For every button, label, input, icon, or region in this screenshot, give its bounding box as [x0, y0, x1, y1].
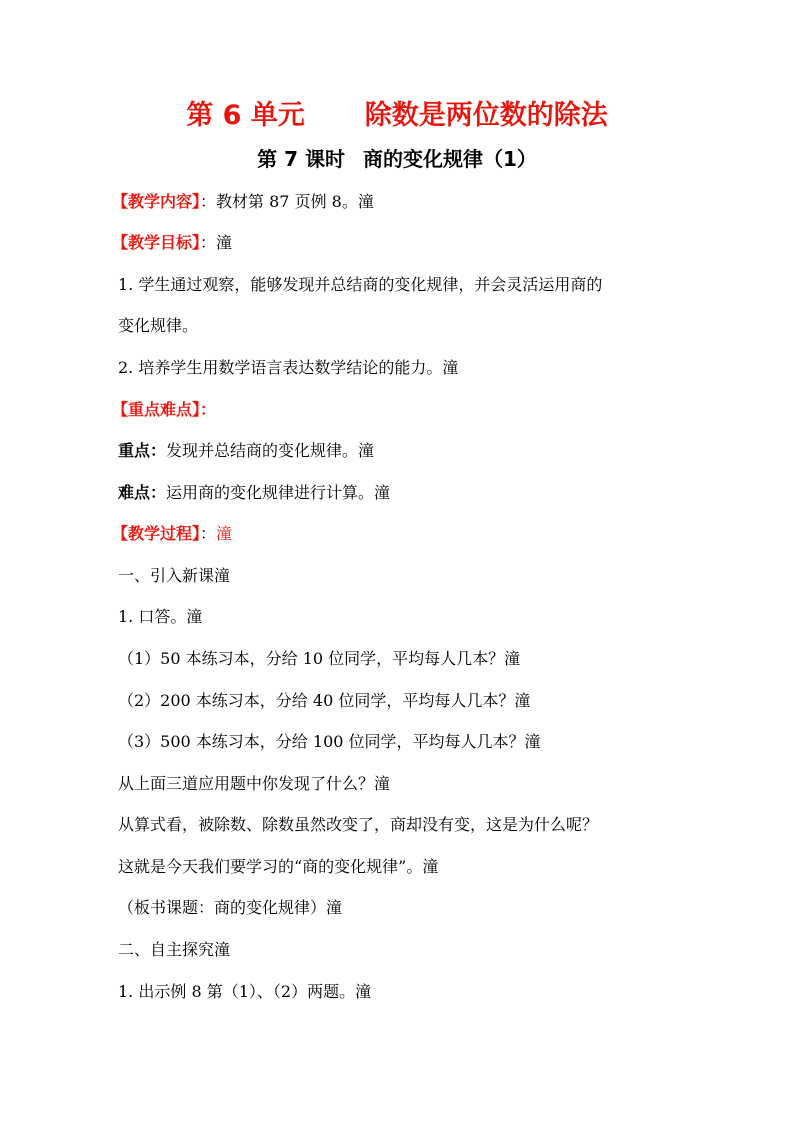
question-1	[118, 644, 698, 674]
unit-topic: 除数是两位数的除法	[364, 100, 608, 131]
example-text: 1. 出示例 8 第（1）、（2）两题。	[118, 982, 356, 1001]
paragraph-4-text: （板书课题：商的变化规律）	[118, 898, 327, 917]
question-2-mark: 潼	[514, 691, 531, 710]
key-points-label: 【重点难点】	[112, 400, 201, 419]
unit-title	[0, 96, 794, 136]
hard-point-line	[118, 478, 698, 508]
section-1-heading	[118, 561, 698, 591]
goals-label: 【教学目标】	[112, 233, 201, 252]
paragraph-4-mark: 潼	[326, 898, 343, 917]
section-2-text: 二、自主探究	[118, 940, 215, 959]
key-point-mark: 潼	[358, 441, 375, 460]
process-colon: ：	[200, 524, 217, 543]
question-2	[118, 686, 698, 716]
key-point-label: 重点：	[118, 441, 167, 460]
example-line	[118, 977, 698, 1007]
paragraph-4	[118, 893, 698, 923]
paragraph-1-mark: 潼	[374, 774, 391, 793]
goal-item-1b-text: 变化规律。	[118, 316, 199, 335]
key-points-colon: ：	[200, 400, 217, 419]
paragraph-3-text: 这就是今天我们要学习的“商的变化规律”。	[118, 857, 423, 876]
lesson-number: 第 7 课时	[257, 147, 345, 171]
paragraph-1	[118, 769, 698, 799]
oral-mark: 潼	[186, 607, 203, 626]
goal-item-1a	[118, 270, 698, 300]
paragraph-2-text: 从算式看，被除数、除数虽然改变了，商却没有变，这是为什么呢？	[118, 815, 599, 834]
goal-item-2	[118, 353, 698, 383]
key-points-heading	[112, 395, 698, 425]
question-2-text: （2）200 本练习本，分给 40 位同学，平均每人几本？	[118, 691, 515, 710]
goals-colon: ：	[200, 233, 217, 252]
section-1-mark: 潼	[214, 566, 231, 585]
hard-point-text: 运用商的变化规律进行计算。	[166, 483, 375, 502]
content-mark: 潼	[357, 192, 374, 211]
question-1-text: （1）50 本练习本，分给 10 位同学，平均每人几本？	[118, 649, 505, 668]
question-3-text: （3）500 本练习本，分给 100 位同学，平均每人几本？	[118, 732, 525, 751]
example-mark: 潼	[355, 982, 372, 1001]
lesson-title	[0, 142, 794, 176]
goal-item-1b	[118, 311, 698, 341]
process-heading	[112, 519, 698, 549]
goals-heading	[112, 228, 698, 258]
lesson-topic: 商的变化规律（1）	[362, 147, 537, 171]
process-label: 【教学过程】	[112, 524, 201, 543]
paragraph-3-mark: 潼	[422, 857, 439, 876]
section-2-mark: 潼	[214, 940, 231, 959]
question-3	[118, 727, 698, 757]
question-1-mark: 潼	[504, 649, 521, 668]
unit-number: 第 6 单元	[186, 100, 305, 131]
content-text: 教材第 87 页例 8。	[216, 192, 358, 211]
oral-line	[118, 602, 698, 632]
content-line	[112, 187, 698, 217]
goal-item-2-mark: 潼	[442, 358, 459, 377]
goals-mark: 潼	[216, 233, 233, 252]
hard-point-mark: 潼	[374, 483, 391, 502]
paragraph-3	[118, 852, 698, 882]
key-point-text: 发现并总结商的变化规律。	[166, 441, 359, 460]
content-colon: ：	[200, 192, 217, 211]
paragraph-1-text: 从上面三道应用题中你发现了什么？	[118, 774, 375, 793]
goal-item-2-text: 2. 培养学生用数学语言表达数学结论的能力。	[118, 358, 443, 377]
section-2-heading	[118, 935, 698, 965]
content-label: 【教学内容】	[112, 192, 201, 211]
goal-item-1a-text: 1. 学生通过观察，能够发现并总结商的变化规律，并会灵活运用商的	[118, 275, 603, 294]
key-point-line	[118, 436, 698, 466]
question-3-mark: 潼	[524, 732, 541, 751]
process-mark: 潼	[216, 524, 233, 543]
hard-point-label: 难点：	[118, 483, 167, 502]
paragraph-2	[118, 810, 698, 840]
section-1-text: 一、引入新课	[118, 566, 215, 585]
oral-text: 1. 口答。	[118, 607, 187, 626]
